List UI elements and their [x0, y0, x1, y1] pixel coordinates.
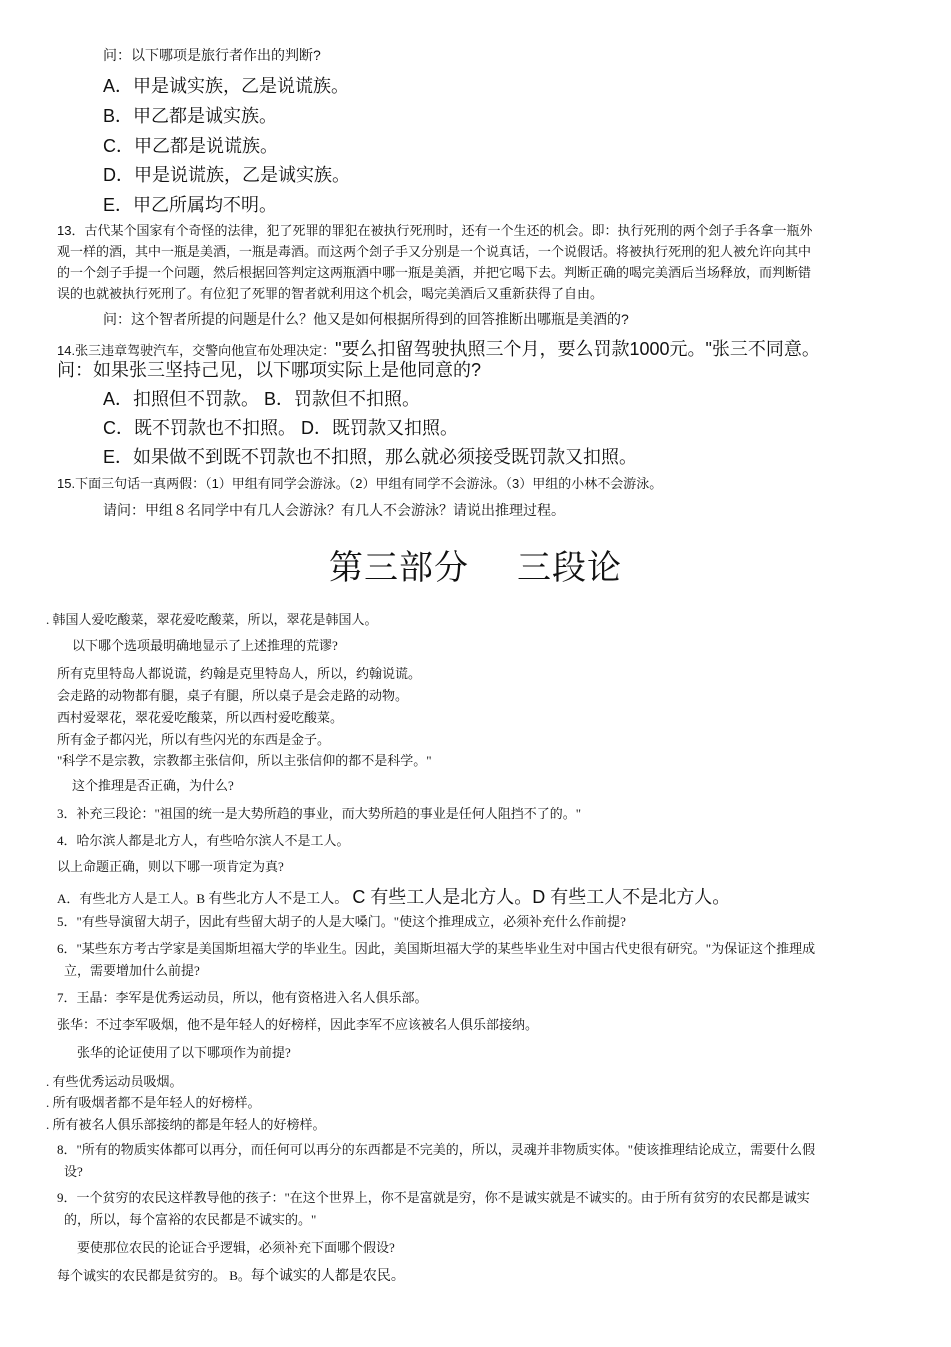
p3-q1-option-d: 所有金子都闪光，所以有些闪光的东西是金子。 — [57, 732, 331, 747]
p3-q4-stem: 4．哈尔滨人都是北方人，有些哈尔滨人不是工人。 — [57, 833, 350, 848]
p3-q9-options — [57, 1265, 405, 1285]
p3-q4-option-a: A．有些北方人是工人。B — [57, 891, 209, 906]
p3-q2-prompt: 这个推理是否正确，为什么? — [72, 778, 234, 793]
p3-q1-option-a: 所有克里特岛人都说谎，约翰是克里特岛人，所以，约翰说谎。 — [57, 666, 422, 681]
p3-q3: 3．补充三段论："祖国的统一是大势所趋的事业，而大势所趋的事业是任何人阻挡不了的。" — [57, 806, 582, 821]
p3-q6-line-2: 立，需要增加什么前提? — [64, 963, 200, 978]
q12-option-c: C．甲乙都是说谎族。 — [103, 136, 278, 156]
q12-prompt: 问：以下哪项是旅行者作出的判断? — [103, 47, 321, 63]
q14-intro: 14.张三违章驾驶汽车，交警向他宣布处理决定： — [57, 343, 336, 358]
p3-q7-option-a: . 有些优秀运动员吸烟。 — [46, 1074, 183, 1089]
p3-q8-line-2: 设? — [64, 1164, 83, 1179]
p3-q8-line-1: 8．"所有的物质实体都可以再分，而任何可以再分的东西都是不完美的，所以，灵魂并非物质实体。"使该推理结论成立，需要什么假 — [57, 1142, 816, 1157]
q15-line-2: 请问：甲组８名同学中有几人会游泳？有几人不会游泳？请说出推理过程。 — [103, 502, 565, 518]
p3-q1-prompt: 以下哪个选项最明确地显示了上述推理的荒谬? — [72, 638, 338, 653]
q15-line-1: 15.下面三句话一真两假：（1）甲组有同学会游泳。（2）甲组有同学不会游泳。（3）甲组的小林不会游泳。 — [57, 476, 663, 491]
q12-option-e: E．甲乙所属均不明。 — [103, 195, 278, 215]
q12-option-b: B．甲乙都是诚实族。 — [103, 106, 278, 126]
p3-q4-option-b: 有些北方人不是工人。 — [208, 890, 349, 906]
p3-q7-line-2: 张华：不过李军吸烟，他不是年轻人的好榜样，因此李军不应该被名人俱乐部接纳。 — [57, 1017, 539, 1032]
p3-q9-prompt: 要使那位农民的论证合乎逻辑，必须补充下面哪个假设? — [77, 1240, 395, 1255]
q14-line-2: 问：如果张三坚持己见，以下哪项实际上是他同意的? — [57, 360, 482, 380]
p3-q9-option-b: 每个诚实的人都是农民。 — [250, 1267, 405, 1283]
q12-option-d: D．甲是说谎族，乙是诚实族。 — [103, 165, 350, 185]
p3-q1-option-c: 西村爱翠花，翠花爱吃酸菜，所以西村爱吃酸菜。 — [57, 710, 344, 725]
p3-q7-option-b: . 所有吸烟者都不是年轻人的好榜样。 — [46, 1095, 261, 1110]
p3-q9-line-2: 的，所以，每个富裕的农民都是不诚实的。" — [64, 1212, 317, 1227]
q13-question: 问：这个智者所提的问题是什么？他又是如何根据所得到的回答推断出哪瓶是美酒的? — [103, 311, 629, 327]
p3-q9-line-1: 9．一个贫穷的农民这样教导他的孩子："在这个世界上，你不是富就是穷，你不是诚实就是不诚实的。由于所有贫穷的农民都是诚实 — [57, 1190, 810, 1205]
p3-q4-options — [57, 883, 730, 909]
q13-line-3: 的一个刽子手提一个问题，然后根据回答判定这两瓶酒中哪一瓶是美酒，并把它喝下去。判断正确的喝完美酒后当场释放，而判断错 — [57, 265, 812, 280]
q13-line-1: 13．古代某个国家有个奇怪的法律，犯了死罪的罪犯在被执行死刑时，还有一个生还的机会。即：执行死刑的两个刽子手各拿一瓶外 — [57, 223, 813, 238]
p3-q5: 5．"有些导演留大胡子，因此有些留大胡子的人是大嗓门。"使这个推理成立，必须补充什么作前提? — [57, 914, 626, 929]
section-heading — [0, 540, 951, 589]
q14-option-e: E．如果做不到既不罚款也不扣照，那么就必须接受既罚款又扣照。 — [103, 447, 638, 467]
p3-q6-line-1: 6．"某些东方考古学家是美国斯坦福大学的毕业生。因此，美国斯坦福大学的某些毕业生对中国古代史很有研究。"为保证这个推理成 — [57, 941, 816, 956]
p3-q7-prompt: 张华的论证使用了以下哪项作为前提? — [77, 1045, 291, 1060]
p3-q1-stem: . 韩国人爱吃酸菜，翠花爱吃酸菜，所以，翠花是韩国人。 — [46, 612, 378, 627]
p3-q4-prompt: 以上命题正确，则以下哪一项肯定为真? — [57, 859, 284, 874]
q14-decision: "要么扣留驾驶执照三个月，要么罚款1000元。"张三不同意。 — [335, 339, 820, 359]
q14-options-cd: C．既不罚款也不扣照。 D．既罚款又扣照。 — [103, 418, 458, 438]
p3-q1-option-b: 会走路的动物都有腿，桌子有腿，所以桌子是会走路的动物。 — [57, 688, 409, 703]
p3-q9-option-a: 每个诚实的农民都是贫穷的。 B。 — [57, 1268, 251, 1283]
q13-line-4: 误的也就被执行死刑了。有位犯了死罪的智者就利用这个机会，喝完美酒后又重新获得了自由。 — [57, 286, 604, 301]
q12-option-a: A．甲是诚实族，乙是说谎族。 — [103, 76, 350, 96]
q13-line-2: 观一样的酒，其中一瓶是美酒，一瓶是毒酒。而这两个刽子手又分别是一个说真话，一个说假话。将被执行死刑的犯人被允许向其中 — [57, 244, 812, 259]
q14-options-ab: A．扣照但不罚款。 B．罚款但不扣照。 — [103, 389, 421, 409]
heading-part-title: 三段论 — [517, 550, 622, 587]
p3-q7-option-c: . 所有被名人俱乐部接纳的都是年轻人的好榜样。 — [46, 1117, 326, 1132]
p3-q4-option-cd: C 有些工人是北方人。D 有些工人不是北方人。 — [352, 887, 731, 907]
p3-q7-line-1: 7．王晶：李军是优秀运动员，所以，他有资格进入名人俱乐部。 — [57, 990, 428, 1005]
heading-part-number: 第三部分 — [329, 550, 469, 587]
p3-q2-stem: "科学不是宗教，宗教都主张信仰，所以主张信仰的都不是科学。" — [57, 753, 432, 768]
